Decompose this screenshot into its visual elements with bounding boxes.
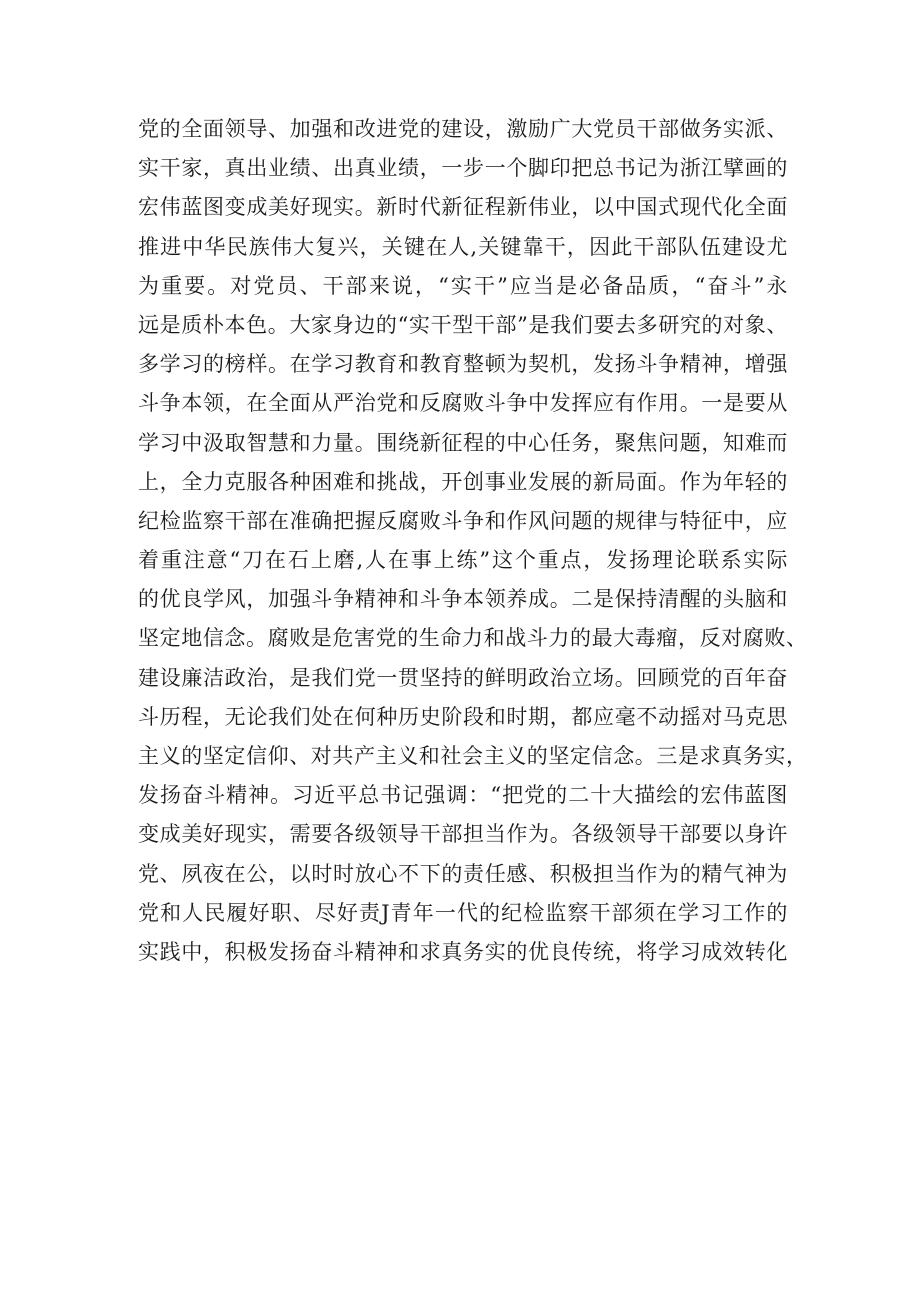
text-line: 党的全面领导、加强和改进党的建设，激励广大党员干部做务实派、 — [138, 117, 788, 141]
text-line: 实践中，积极发扬奋斗精神和求真务实的优良传统，将学习成效转化 — [138, 939, 788, 964]
text-line: 党、夙夜在公，以时时放心不下的责任感、积极担当作为的精气神为 — [138, 861, 788, 886]
text-line: 多学习的榜样。在学习教育和教育整顿为契机，发扬斗争精神，增强 — [138, 352, 788, 377]
text-line: 建设廉洁政治，是我们党一贯坚持的鲜明政治立场。回顾党的百年奋 — [138, 665, 788, 690]
text-line: 上，全力克服各种困难和挑战，开创事业发展的新局面。作为年轻的 — [138, 469, 788, 494]
text-line: 坚定地信念。腐败是危害党的生命力和战斗力的最大毒瘤，反对腐败、 — [138, 626, 808, 651]
body-text — [138, 110, 808, 972]
text-line: 推进中华民族伟大复兴，关键在人,关键靠干，因此干部队伍建设尤 — [138, 234, 788, 259]
text-line: 主义的坚定信仰、对共产主义和社会主义的坚定信念。三是求真务实， — [138, 744, 808, 768]
text-line: 纪检监察干部在准确把握反腐败斗争和作风问题的规律与特征中，应 — [138, 508, 788, 533]
text-line: 的优良学风，加强斗争精神和斗争本领养成。二是保持清醒的头脑和 — [138, 587, 788, 612]
text-line: 变成美好现实，需要各级领导干部担当作为。各级领导干部要以身许 — [138, 822, 788, 847]
text-line: 远是质朴本色。大家身边的“实干型干部”是我们要去多研究的对象、 — [138, 312, 788, 337]
text-line: 宏伟蓝图变成美好现实。新时代新征程新伟业，以中国式现代化全面 — [138, 195, 788, 220]
text-line: 着重注意“刀在石上磨,人在事上练”这个重点，发扬理论联系实际 — [138, 548, 788, 573]
text-line: 为重要。对党员、干部来说，“实干”应当是必备品质，“奋斗”永 — [138, 273, 788, 298]
text-line: 党和人民履好职、尽好责J青年一代的纪检监察干部须在学习工作的 — [138, 900, 788, 925]
text-line: 学习中汲取智慧和力量。围绕新征程的中心任务，聚焦问题，知难而 — [138, 430, 788, 455]
text-line: 实干家，真出业绩、出真业绩，一步一个脚印把总书记为浙江擘画的 — [138, 156, 788, 181]
text-line: 斗历程，无论我们处在何种历史阶段和时期，都应毫不动摇对马克思 — [138, 704, 788, 729]
text-line: 发扬奋斗精神。习近平总书记强调：“把党的二十大描绘的宏伟蓝图 — [138, 783, 788, 808]
text-line: 斗争本领，在全面从严治党和反腐败斗争中发挥应有作用。一是要从 — [138, 391, 788, 416]
